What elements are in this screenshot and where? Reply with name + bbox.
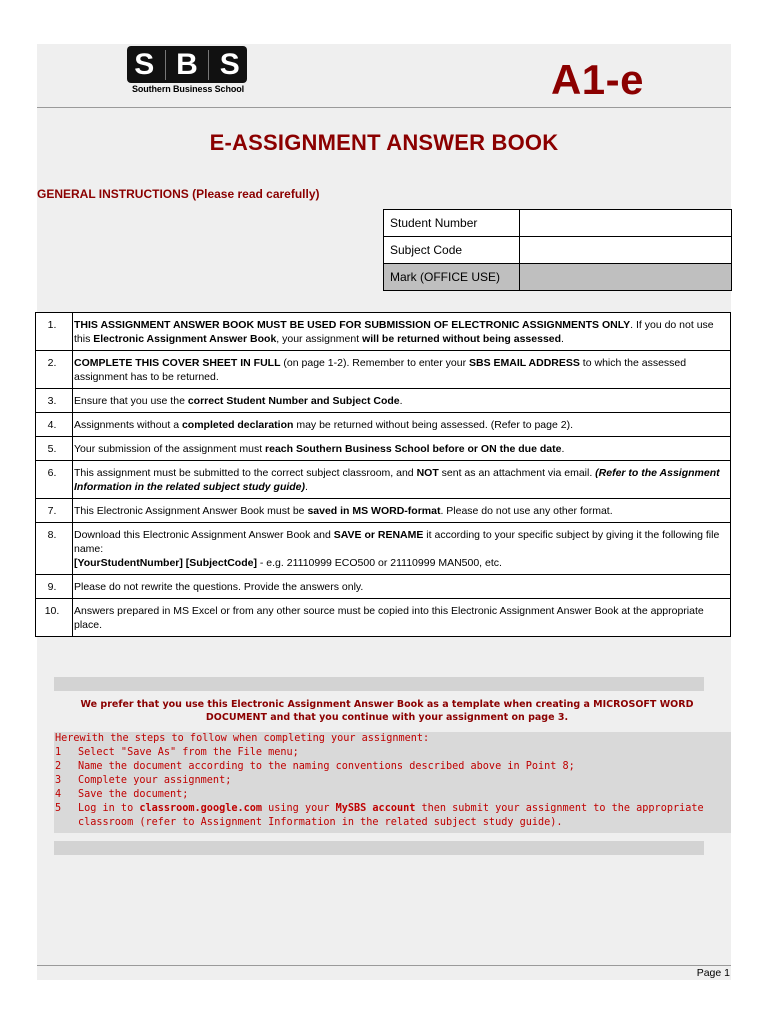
mark-label: Mark (OFFICE USE) xyxy=(384,264,520,291)
text-fragment: correct Student Number and Subject Code xyxy=(187,395,400,407)
sbs-logo-mark xyxy=(127,46,247,83)
step-text xyxy=(78,760,731,774)
instruction-row xyxy=(36,437,731,461)
instruction-number: 4. xyxy=(36,413,73,437)
logo-subtitle: Southern Business School xyxy=(131,84,245,94)
steps-intro: Herewith the steps to follow when completing your assignment: xyxy=(55,733,430,744)
header-divider xyxy=(37,107,731,108)
text-fragment: . Please do not use any other format. xyxy=(440,505,613,517)
text-fragment: Complete your assignment; xyxy=(78,775,232,786)
instruction-number: 3. xyxy=(36,389,73,413)
text-fragment: Log in to xyxy=(78,803,140,814)
text-fragment: sent as an attachment via email. xyxy=(438,467,596,479)
step-text xyxy=(78,802,731,830)
document-code: A1-e xyxy=(550,56,644,103)
text-fragment: it according to your specific subject by giving it the following file name: xyxy=(74,529,720,555)
text-fragment: then submit your assignment to the appropriate classroom (refer to Assignment Information in the related subject study guide). xyxy=(78,803,704,828)
logo-letter: B xyxy=(176,48,198,81)
text-fragment: . xyxy=(399,395,403,407)
text-fragment: NOT xyxy=(416,467,439,479)
logo-divider xyxy=(208,50,209,80)
text-fragment: Download this Electronic Assignment Answer Book and xyxy=(74,529,334,541)
logo-divider xyxy=(165,50,166,80)
page-number: Page 1 xyxy=(696,967,730,979)
instruction-row xyxy=(36,599,731,637)
document-page xyxy=(37,44,731,980)
instruction-text xyxy=(73,499,731,523)
text-fragment: Your submission of the assignment must xyxy=(74,443,266,455)
instruction-row xyxy=(36,575,731,599)
instruction-text xyxy=(73,599,731,637)
text-fragment: may be returned without being assessed. (Refer to page 2). xyxy=(293,419,573,431)
step-number: 5 xyxy=(55,803,62,814)
student-number-field[interactable] xyxy=(520,210,732,237)
text-fragment: Please do not rewrite the questions. Provide the answers only. xyxy=(74,581,364,593)
text-fragment: Answers prepared in MS Excel or from any other source must be copied into this Electronic Assignment Answer Book at the appropriate place. xyxy=(74,605,704,631)
instruction-row xyxy=(36,413,731,437)
text-fragment: completed declaration xyxy=(181,419,294,431)
subject-code-field[interactable] xyxy=(520,237,732,264)
steps-box xyxy=(54,732,731,833)
text-fragment: Name the document according to the naming conventions described above in Point 8; xyxy=(78,761,575,772)
instruction-text xyxy=(73,413,731,437)
instruction-text xyxy=(73,313,731,351)
mark-field xyxy=(520,264,732,291)
step-number: 2 xyxy=(55,761,62,772)
step-text xyxy=(78,746,731,760)
text-fragment: . If you do not use this xyxy=(74,319,714,345)
instruction-row xyxy=(36,499,731,523)
sbs-logo xyxy=(127,46,249,96)
instruction-text xyxy=(73,461,731,499)
step-item xyxy=(54,802,731,830)
step-text xyxy=(78,788,731,802)
page-title: E-ASSIGNMENT ANSWER BOOK xyxy=(209,130,559,155)
instruction-number: 5. xyxy=(36,437,73,461)
text-fragment: , your assignment xyxy=(276,333,363,345)
student-number-row xyxy=(384,210,732,237)
instruction-number: 8. xyxy=(36,523,73,575)
instruction-number: 9. xyxy=(36,575,73,599)
text-fragment: will be returned without being assessed xyxy=(362,333,562,345)
student-info-table xyxy=(383,209,732,291)
logo-letter: S xyxy=(219,48,240,81)
text-fragment: . xyxy=(561,443,565,455)
text-fragment: (Refer to the Assignment Information in the related subject study guide) xyxy=(74,467,720,493)
text-fragment: reach Southern Business School before or ON the due date xyxy=(265,443,562,455)
text-fragment: to which the assessed assignment has to be returned. xyxy=(74,357,687,383)
text-fragment: Select "Save As" from the File menu; xyxy=(78,747,299,758)
subject-code-row xyxy=(384,237,732,264)
instruction-row xyxy=(36,523,731,575)
step-item xyxy=(54,788,731,802)
instruction-row xyxy=(36,351,731,389)
text-fragment: saved in MS WORD-format xyxy=(307,505,441,517)
text-fragment: . xyxy=(561,333,564,345)
text-fragment: . xyxy=(305,481,308,493)
text-fragment: Save the document; xyxy=(78,789,189,800)
step-text xyxy=(78,774,731,788)
text-fragment: using your xyxy=(262,803,336,814)
step-number: 3 xyxy=(55,775,62,786)
text-fragment: Ensure that you use the xyxy=(74,395,188,407)
step-number: 4 xyxy=(55,789,62,800)
instruction-number: 10. xyxy=(36,599,73,637)
instruction-row xyxy=(36,313,731,351)
logo-letter: S xyxy=(134,48,155,81)
text-fragment: Electronic Assignment Answer Book xyxy=(93,333,277,345)
text-fragment: SAVE or RENAME xyxy=(333,529,424,541)
step-item xyxy=(54,746,731,760)
instruction-number: 6. xyxy=(36,461,73,499)
text-fragment: This Electronic Assignment Answer Book must be xyxy=(74,505,308,517)
instruction-row xyxy=(36,389,731,413)
text-fragment: [YourStudentNumber] [SubjectCode] xyxy=(74,557,257,569)
general-instructions-heading: GENERAL INSTRUCTIONS (Please read carefully) xyxy=(37,187,320,201)
instruction-text xyxy=(73,389,731,413)
text-fragment: MySBS account xyxy=(335,803,416,814)
step-number: 1 xyxy=(55,747,62,758)
text-fragment: (on page 1-2). Remember to enter your xyxy=(280,357,470,369)
mark-row xyxy=(384,264,732,291)
text-fragment: SBS EMAIL ADDRESS xyxy=(469,357,580,369)
footer-divider xyxy=(37,965,731,966)
instruction-text xyxy=(73,575,731,599)
text-fragment: THIS ASSIGNMENT ANSWER BOOK MUST BE USED FOR SUBMISSION OF ELECTRONIC ASSIGNMENTS ONLY xyxy=(74,319,631,331)
template-note: We prefer that you use this Electronic Assignment Answer Book as a template when creating a MICROSOFT WORD DOCUMENT and that you continue with your assignment on page 3. xyxy=(80,699,694,723)
step-item xyxy=(54,774,731,788)
shaded-bar xyxy=(54,841,704,855)
student-number-label: Student Number xyxy=(384,210,520,237)
instruction-number: 7. xyxy=(36,499,73,523)
step-item xyxy=(54,760,731,774)
instruction-number: 2. xyxy=(36,351,73,389)
subject-code-label: Subject Code xyxy=(384,237,520,264)
instruction-text xyxy=(73,437,731,461)
text-fragment: Assignments without a xyxy=(74,419,182,431)
text-fragment: COMPLETE THIS COVER SHEET IN FULL xyxy=(74,357,281,369)
text-fragment: This assignment must be submitted to the correct subject classroom, and xyxy=(74,467,417,479)
text-fragment: - e.g. 21110999 ECO500 or 21110999 MAN500, etc. xyxy=(256,557,502,569)
instruction-row xyxy=(36,461,731,499)
instruction-text xyxy=(73,351,731,389)
instruction-number: 1. xyxy=(36,313,73,351)
instructions-table xyxy=(35,312,731,637)
text-fragment: classroom.google.com xyxy=(139,803,263,814)
shaded-bar xyxy=(54,677,704,691)
instruction-text xyxy=(73,523,731,575)
